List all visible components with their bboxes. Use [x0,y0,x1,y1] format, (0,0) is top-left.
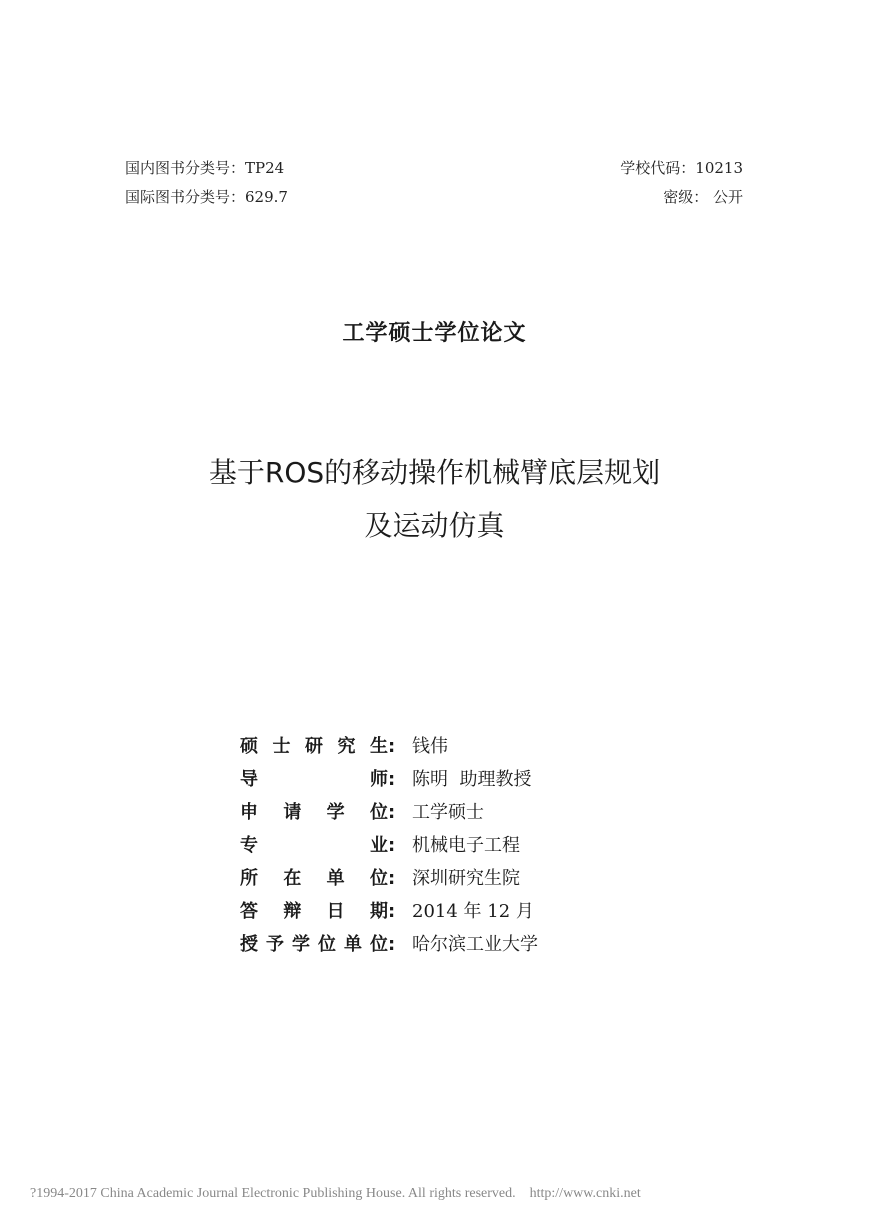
international-classification: 国际图书分类号：629.7 [125,188,288,206]
info-label-granting-university: 授 予 学 位 单 位 [240,934,388,955]
thesis-title-line-2: 及运动仿真 [364,509,505,542]
info-row [240,765,700,798]
info-colon: : [388,736,396,757]
info-colon: : [388,769,396,790]
info-row [240,831,700,864]
info-colon: : [388,868,396,889]
info-row [240,798,700,831]
info-row [240,930,700,963]
info-value-student: 钱伟 [412,736,448,757]
info-colon: : [388,835,396,856]
info-value-degree: 工学硕士 [412,802,484,823]
copyright-footer: ?1994-2017 China Academic Journal Electronic Publishing House. All rights reserved. http://www.cnki.net [30,1186,641,1201]
info-value-defense-date: 2014 年 12 月 [412,901,534,922]
author-info-block [240,732,700,963]
info-value-granting-university: 哈尔滨工业大学 [412,934,538,955]
school-code: 学校代码：10213 [620,159,743,177]
info-value-advisor: 陈明 助理教授 [412,769,532,790]
info-value-major: 机械电子工程 [412,835,520,856]
info-row [240,897,700,930]
secrecy-level: 密级： 公开 [663,188,743,206]
info-row [240,732,700,765]
info-colon: : [388,934,396,955]
info-colon: : [388,901,396,922]
info-label-major: 专 业 [240,835,388,856]
info-label-institute: 所 在 单 位 [240,868,388,889]
info-label-defense-date: 答 辩 日 期 [240,901,388,922]
degree-type-heading: 工学硕士学位论文 [342,321,527,346]
info-colon: : [388,802,396,823]
thesis-title-line-1: 基于ROS的移动操作机械臂底层规划 [208,456,661,489]
info-label-student: 硕 士 研 究 生 [240,736,388,757]
info-row [240,864,700,897]
info-label-advisor: 导 师 [240,769,388,790]
info-value-institute: 深圳研究生院 [412,868,520,889]
info-label-degree: 申 请 学 位 [240,802,388,823]
domestic-classification: 国内图书分类号：TP24 [125,159,285,177]
